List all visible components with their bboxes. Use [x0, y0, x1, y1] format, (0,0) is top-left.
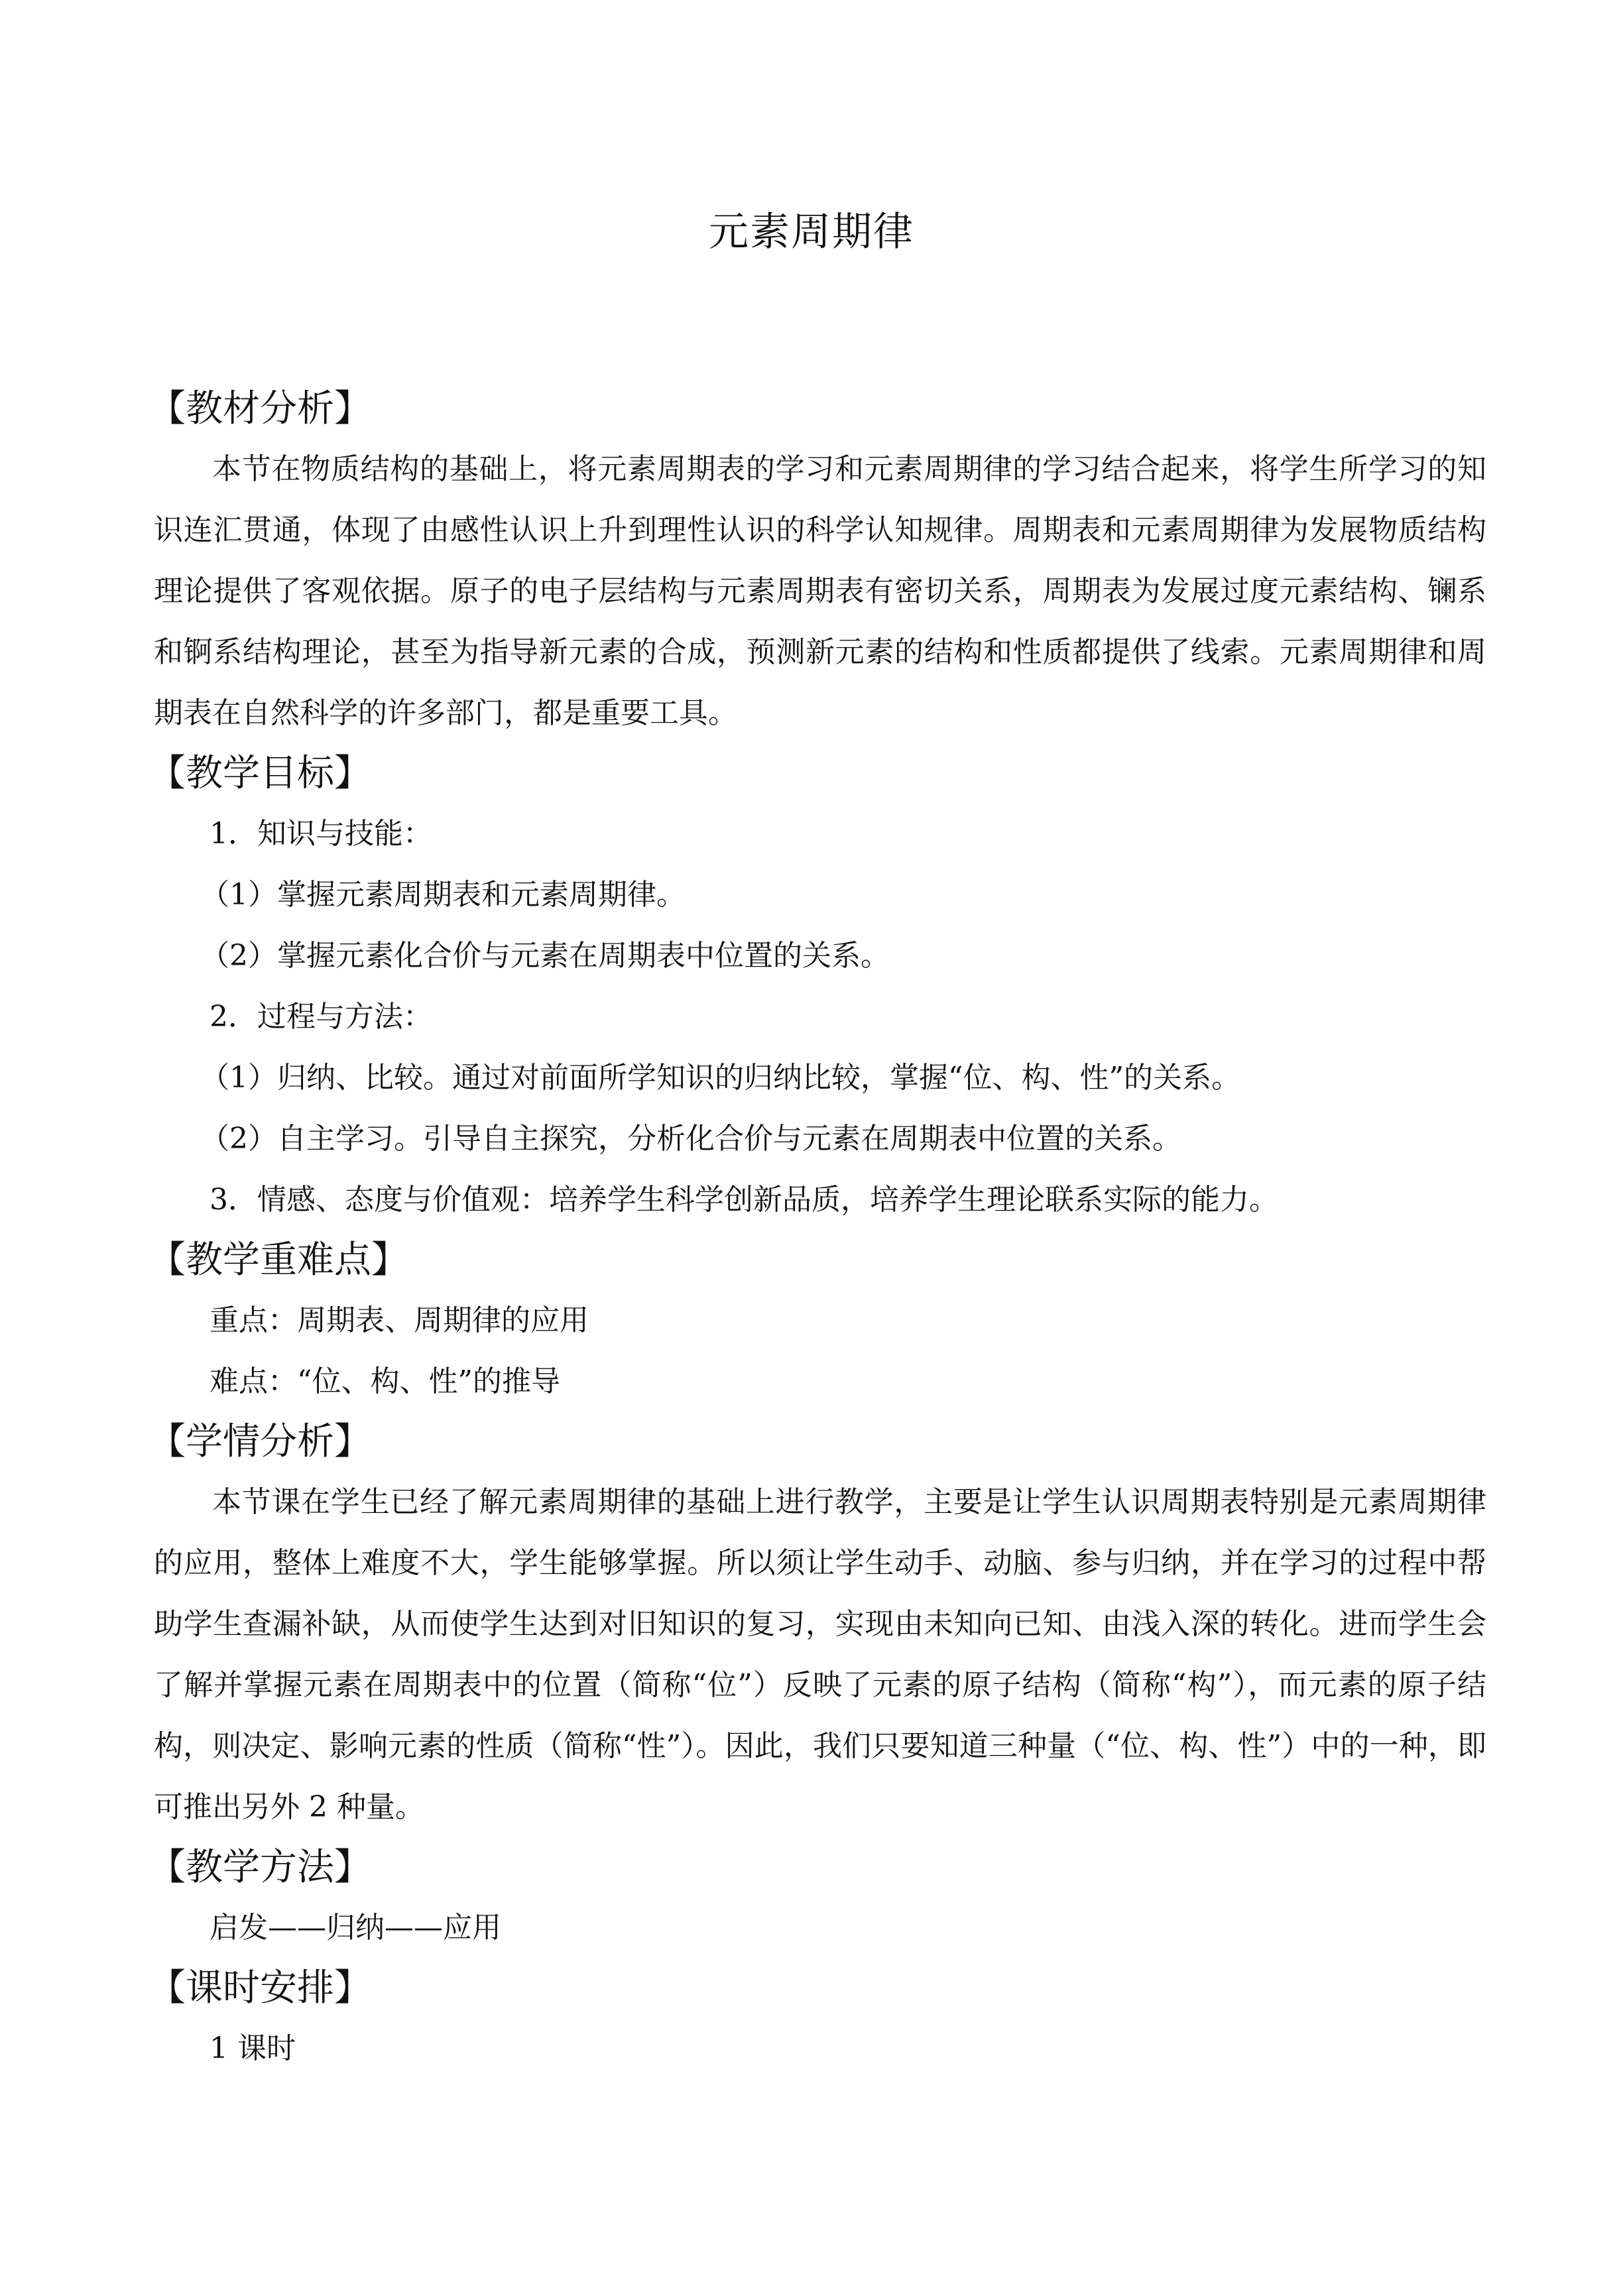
goal-item: 1．知识与技能： — [210, 817, 432, 851]
section-heading-teaching-methods: 【教学方法】 — [149, 1846, 371, 1889]
difficult-point-item: 难点：“位、构、性”的推导 — [210, 1364, 560, 1398]
student-analysis-paragraph: 本节课在学生已经了解元素周期律的基础上进行教学，主要是让学生认识周期表特别是元素周期律的应用，整体上难度不大，学生能够掌握。所以须让学生动手、动脑、参与归纳，并在学习的过程中帮助学生查漏补缺，从而使学生达到对旧知识的复习，实现由未知向已知、由浅入深的转化。进而学生会了解并掌握元素在周期表中的位置（简称“位”）反映了元素的原子结构（简称“构”），而元素的原子结构，则决定、影响元素的性质（简称“性”）。因此，我们只要知道三种量（“位、构、性”）中的一种，即可推出另外 2 种量。 — [154, 1485, 1486, 1824]
section-heading-schedule: 【课时安排】 — [149, 1966, 371, 2010]
goal-item: 3．情感、态度与价值观：培养学生科学创新品质，培养学生理论联系实际的能力。 — [210, 1183, 1278, 1217]
textbook-analysis-paragraph: 本节在物质结构的基础上，将元素周期表的学习和元素周期律的学习结合起来，将学生所学习的知识连汇贯通，体现了由感性认识上升到理性认识的科学认知规律。周期表和元素周期律为发展物质结构理论提供了客观依据。原子的电子层结构与元素周期表有密切关系，周期表为发展过度元素结构、镧系和锕系结构理论，甚至为指导新元素的合成，预测新元素的结构和性质都提供了线索。元素周期律和周期表在自然科学的许多部门，都是重要工具。 — [154, 452, 1486, 730]
goal-item: （1）归纳、比较。通过对前面所学知识的归纳比较，掌握“位、构、性”的关系。 — [200, 1061, 1240, 1095]
key-point-item: 重点：周期表、周期律的应用 — [210, 1303, 589, 1337]
section-heading-textbook-analysis: 【教材分析】 — [149, 387, 371, 430]
schedule-text: 1 课时 — [210, 2031, 296, 2065]
section-heading-student-analysis: 【学情分析】 — [149, 1420, 371, 1463]
goal-item: （2）掌握元素化合价与元素在周期表中位置的关系。 — [200, 939, 890, 973]
section-heading-teaching-goals: 【教学目标】 — [149, 752, 371, 795]
goal-item: 2．过程与方法： — [210, 1000, 432, 1034]
document-title: 元素周期律 — [709, 209, 914, 255]
teaching-methods-text: 启发——归纳——应用 — [210, 1911, 501, 1945]
goal-item: （1）掌握元素周期表和元素周期律。 — [200, 878, 686, 912]
goal-item: （2）自主学习。引导自主探究，分析化合价与元素在周期表中位置的关系。 — [200, 1122, 1181, 1156]
document-body — [149, 379, 1486, 2079]
section-heading-key-points: 【教学重难点】 — [149, 1239, 408, 1282]
